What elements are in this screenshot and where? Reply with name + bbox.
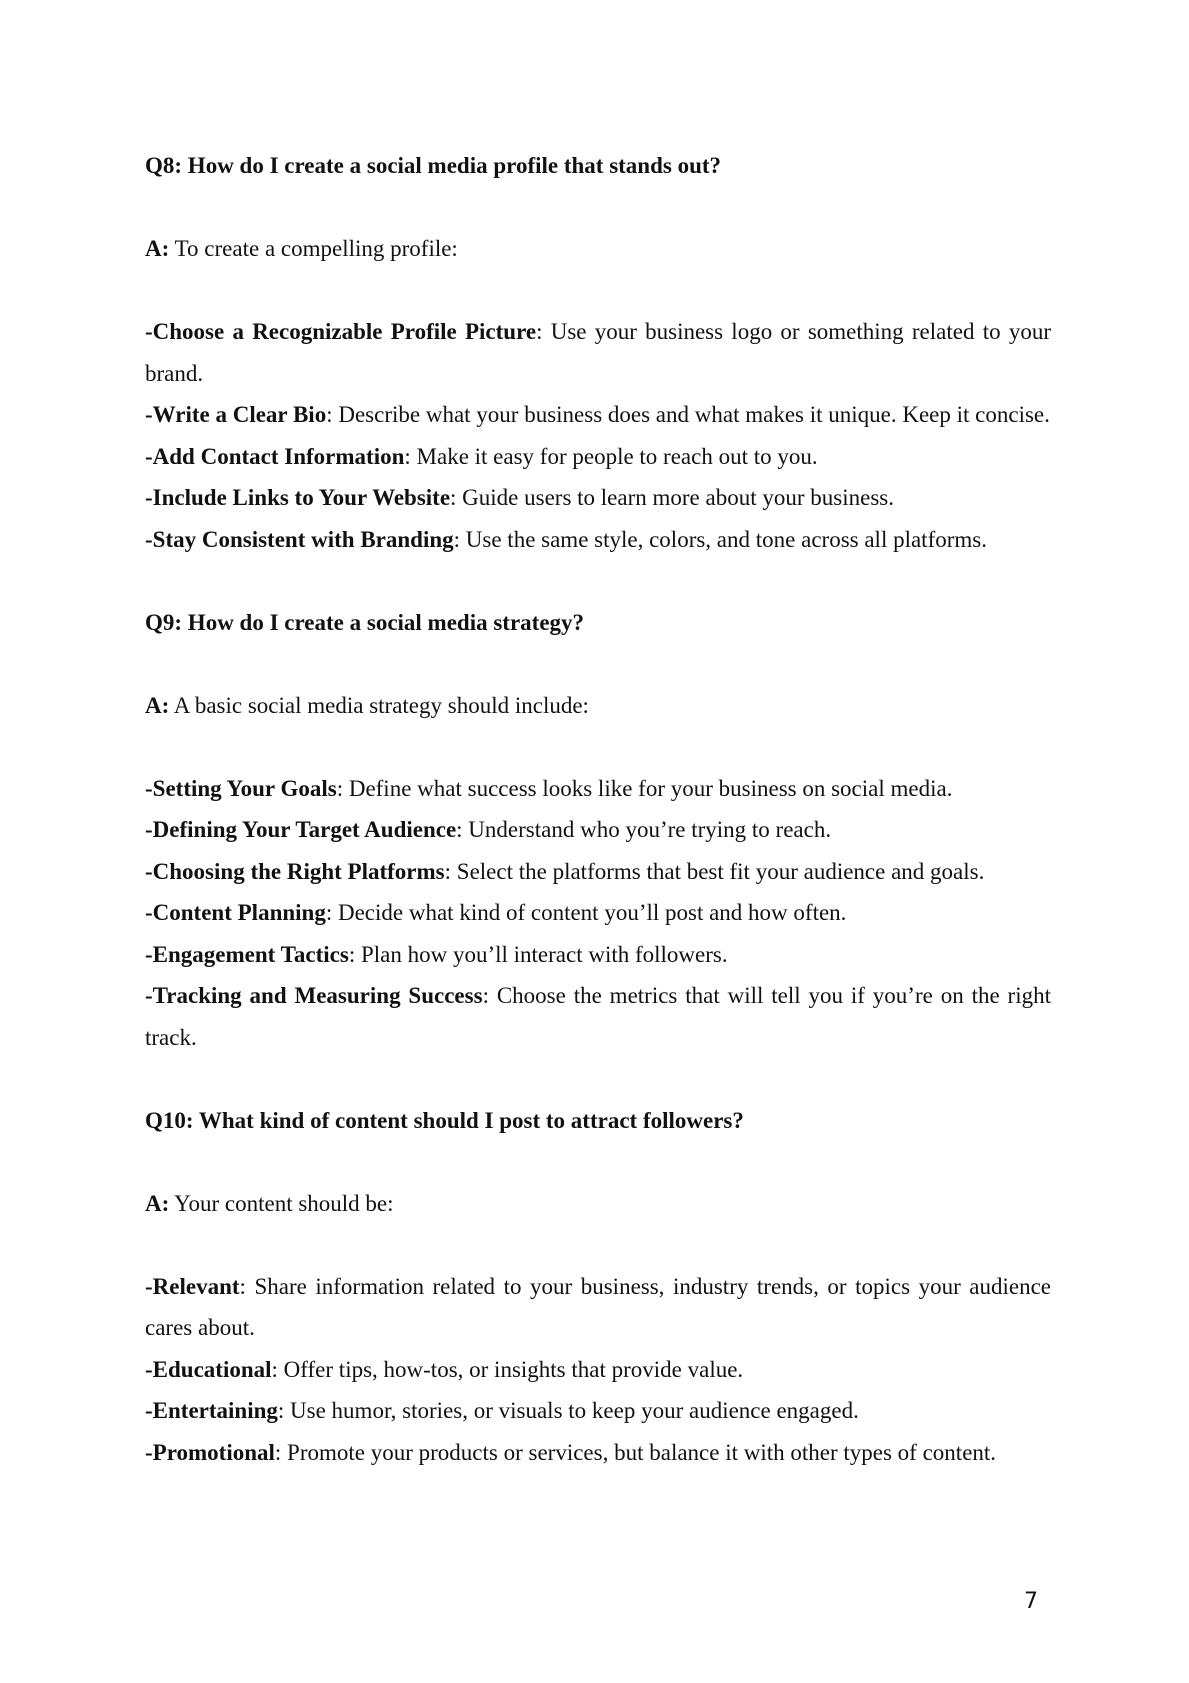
list-item — [145, 477, 1051, 519]
question-heading: Q8: How do I create a social media profile that stands out? — [145, 153, 722, 178]
item-term: -Stay Consistent with Branding — [145, 526, 454, 552]
answer-label: A: — [145, 1190, 170, 1216]
list-item — [145, 394, 1051, 436]
item-term: -Include Links to Your Website — [145, 485, 451, 510]
item-text: : Promote your products or services, but balance it with other types of content. — [274, 1439, 997, 1465]
item-text: : Guide users to learn more about your business. — [450, 485, 894, 510]
answer-text: A basic social media strategy should include: — [169, 692, 589, 718]
spacer — [145, 1141, 1051, 1183]
item-text: : Decide what kind of content you’ll post and how often. — [325, 900, 847, 925]
item-term: -Engagement Tactics — [145, 941, 349, 967]
item-text: : Use the same style, colors, and tone across all platforms. — [453, 526, 987, 552]
item-term: -Setting Your Goals — [145, 775, 337, 801]
answer-text: To create a compelling profile: — [169, 236, 458, 261]
answer-intro — [145, 685, 1051, 727]
list-item — [145, 1349, 1051, 1391]
answer-label: A: — [145, 236, 170, 261]
list-item — [145, 892, 1051, 934]
page-content — [145, 145, 1051, 1473]
page-number: 7 — [1024, 1589, 1038, 1614]
spacer — [145, 1224, 1051, 1266]
question-heading: Q9: How do I create a social media strategy? — [145, 609, 585, 635]
item-text: : Plan how you’ll interact with followers. — [348, 941, 728, 967]
item-text: : Select the platforms that best fit your audience and goals. — [444, 858, 985, 884]
item-term: -Content Planning — [145, 900, 326, 925]
item-text: : Understand who you’re trying to reach. — [456, 817, 832, 842]
item-term: -Write a Clear Bio — [145, 402, 327, 427]
list-item — [145, 1432, 1051, 1474]
item-term: -Entertaining — [145, 1398, 278, 1423]
item-text: : Describe what your business does and what makes it unique. Keep it concise. — [326, 402, 1050, 427]
item-text: : Use humor, stories, or visuals to keep your audience engaged. — [277, 1398, 859, 1423]
list-item — [145, 851, 1051, 893]
item-term: -Add Contact Information — [145, 443, 405, 469]
answer-text: Your content should be: — [169, 1190, 394, 1216]
answer-intro — [145, 1183, 1051, 1225]
spacer — [145, 726, 1051, 768]
item-term: -Educational — [145, 1356, 272, 1382]
spacer — [145, 643, 1051, 685]
item-term: -Choosing the Right Platforms — [145, 858, 445, 884]
item-term: -Promotional — [145, 1439, 275, 1465]
spacer — [145, 560, 1051, 602]
item-term: -Relevant — [145, 1273, 240, 1299]
answer-label: A: — [145, 692, 170, 718]
list-item — [145, 1390, 1051, 1432]
list-item — [145, 975, 1051, 1058]
spacer — [145, 270, 1051, 312]
item-term: -Defining Your Target Audience — [145, 817, 457, 842]
item-text: : Make it easy for people to reach out to you. — [404, 443, 818, 469]
list-item — [145, 934, 1051, 976]
question-heading: Q10: What kind of content should I post to attract followers? — [145, 1107, 744, 1133]
item-text: : Share information related to your business, industry trends, or topics your audience cares about. — [145, 1273, 1051, 1340]
item-text: : Define what success looks like for your business on social media. — [336, 775, 953, 801]
spacer — [145, 1058, 1051, 1100]
item-text: : Offer tips, how-tos, or insights that provide value. — [271, 1356, 744, 1382]
item-term: -Tracking and Measuring Success — [145, 983, 483, 1008]
item-text: : Use your business logo or something related to your brand. — [145, 319, 1051, 386]
spacer — [145, 187, 1051, 229]
list-item — [145, 1266, 1051, 1349]
list-item — [145, 436, 1051, 478]
list-item — [145, 311, 1051, 394]
list-item — [145, 519, 1051, 561]
list-item — [145, 768, 1051, 810]
item-term: -Choose a Recognizable Profile Picture — [145, 319, 537, 344]
list-item — [145, 809, 1051, 851]
answer-intro — [145, 228, 1051, 270]
item-text: : Choose the metrics that will tell you if you’re on the right track. — [145, 983, 1051, 1050]
